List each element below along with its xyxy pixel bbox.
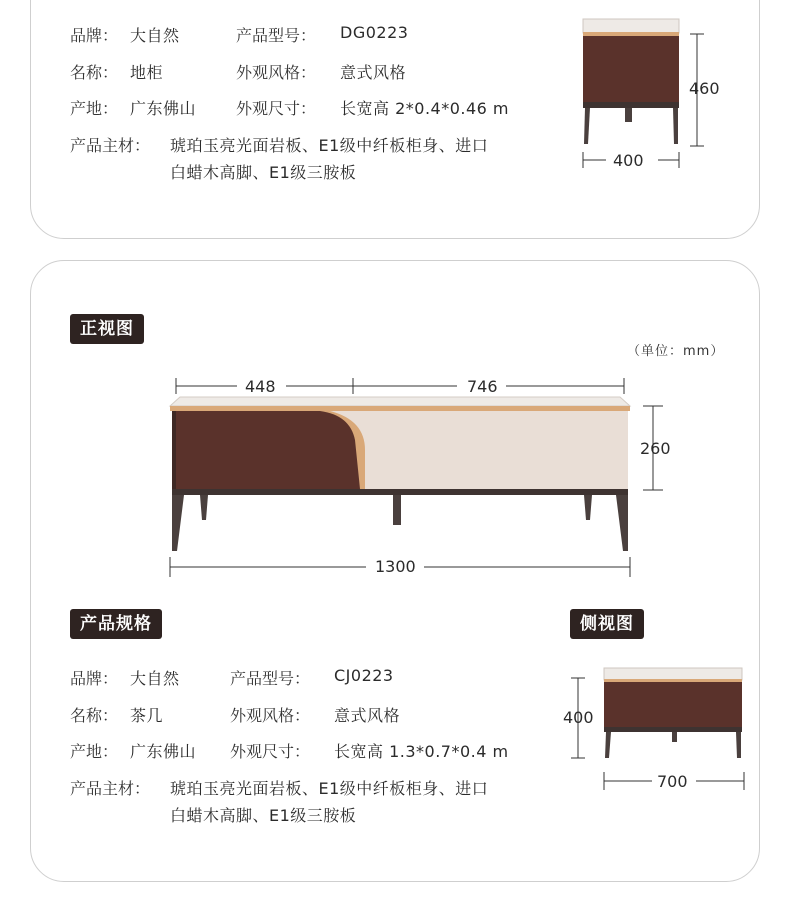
spec-tag: 产品规格	[70, 609, 162, 639]
model-value: CJ0223	[334, 666, 394, 685]
material-label: 产品主材：	[70, 779, 151, 798]
style-label: 外观风格：	[236, 63, 317, 82]
origin-value: 广东佛山	[130, 99, 197, 118]
cabinet-height-dim: 460	[689, 79, 720, 98]
name-value: 地柜	[130, 63, 164, 82]
name-label: 名称：	[70, 706, 119, 725]
material-line-2: 白蜡木高脚、E1级三胺板	[170, 806, 357, 825]
material-line-1: 琥珀玉亮光面岩板、E1级中纤板柜身、进口	[170, 779, 489, 798]
size-label: 外观尺寸：	[236, 99, 317, 118]
origin-value: 广东佛山	[130, 742, 197, 761]
brand-label: 品牌：	[70, 26, 119, 45]
model-value: DG0223	[340, 23, 409, 42]
style-value: 意式风格	[334, 706, 401, 725]
material-label: 产品主材：	[70, 136, 151, 155]
origin-label: 产地：	[70, 742, 119, 761]
front-right-dim: 746	[467, 377, 498, 396]
origin-label: 产地：	[70, 99, 119, 118]
name-label: 名称：	[70, 63, 119, 82]
side-view-tag: 侧视图	[570, 609, 644, 639]
size-value: 长宽高 1.3*0.7*0.4 m	[334, 742, 509, 761]
brand-label: 品牌：	[70, 669, 119, 688]
front-view-tag: 正视图	[70, 314, 144, 344]
brand-value: 大自然	[130, 669, 180, 688]
unit-note: （单位：mm）	[627, 344, 725, 359]
material-line-1: 琥珀玉亮光面岩板、E1级中纤板柜身、进口	[170, 136, 489, 155]
side-depth-dim: 700	[657, 772, 688, 791]
front-width-dim: 1300	[375, 557, 416, 576]
model-label: 产品型号：	[236, 26, 317, 45]
material-line-2: 白蜡木高脚、E1级三胺板	[170, 163, 357, 182]
coffee-table-front-drawing	[160, 370, 680, 580]
style-label: 外观风格：	[230, 706, 311, 725]
style-value: 意式风格	[340, 63, 407, 82]
brand-value: 大自然	[130, 26, 180, 45]
front-height-dim: 260	[640, 439, 671, 458]
front-left-dim: 448	[245, 377, 276, 396]
model-label: 产品型号：	[230, 669, 311, 688]
size-value: 长宽高 2*0.4*0.46 m	[340, 99, 510, 118]
name-value: 茶几	[130, 706, 164, 725]
cabinet-depth-dim: 400	[613, 151, 644, 170]
side-height-dim: 400	[563, 708, 594, 727]
size-label: 外观尺寸：	[230, 742, 311, 761]
